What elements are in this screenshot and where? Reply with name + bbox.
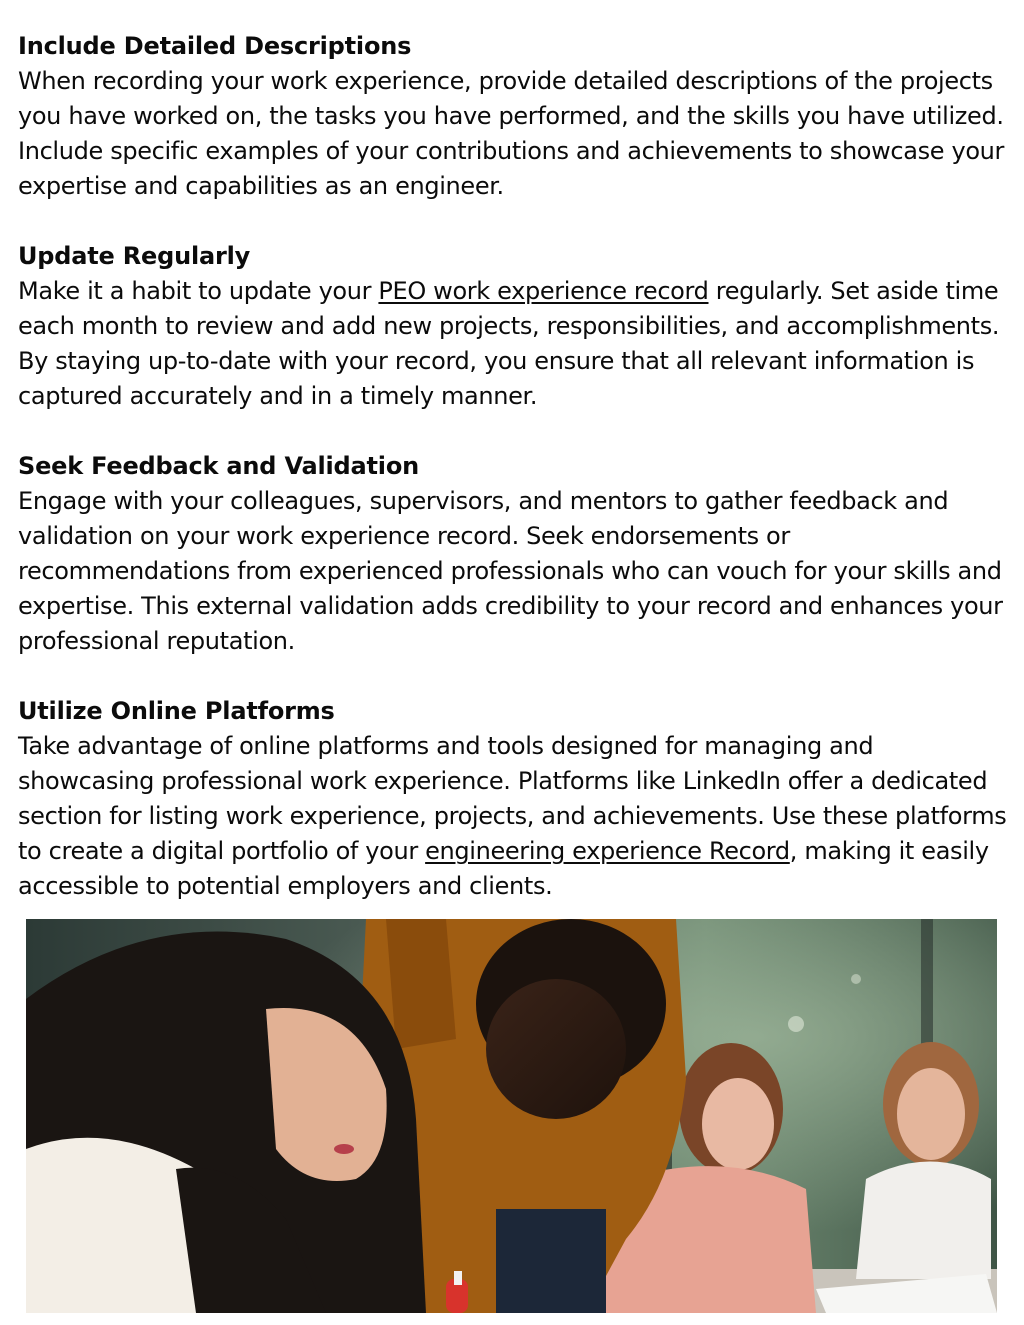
paragraph-text: , making it easily accessible to potential employers and clients. <box>18 837 989 900</box>
section-heading: Utilize Online Platforms <box>18 697 335 725</box>
section-paragraph <box>18 729 1008 904</box>
section-feedback-validation <box>18 449 1008 659</box>
section-paragraph: When recording your work experience, provide detailed descriptions of the projects you have worked on, the tasks you have performed, and the skills you have utilized. Include specific examples of your contributions and achievements to showcase your expertise and capabilities as an engineer. <box>18 67 1005 200</box>
section-paragraph <box>18 274 1008 414</box>
section-heading: Seek Feedback and Validation <box>18 452 420 480</box>
paragraph-text: Take advantage of online platforms and tools designed for managing and showcasing professional work experience. Platforms like LinkedIn offer a dedicated section for listing work experience, projects, and achievements. Use these platforms to create a digital portfolio of your <box>18 732 1007 865</box>
section-detailed-descriptions <box>18 29 1008 204</box>
section-paragraph: Engage with your colleagues, supervisors, and mentors to gather feedback and validation on your work experience record. Seek endorsements or recommendations from experienced professionals who can vouch for your skills and expertise. This external validation adds credibility to your record and enhances your professional reputation. <box>18 487 1003 655</box>
section-heading: Update Regularly <box>18 242 251 270</box>
photo-illustration <box>26 919 997 1313</box>
section-online-platforms <box>18 694 1008 904</box>
section-heading: Include Detailed Descriptions <box>18 32 412 60</box>
paragraph-text: Make it a habit to update your <box>18 277 379 305</box>
section-update-regularly <box>18 239 1008 414</box>
paragraph-text: regularly. Set aside time each month to review and add new projects, responsibilities, and accomplishments. By staying up-to-date with your record, you ensure that all relevant information is captured accurately and in a timely manner. <box>18 277 1000 410</box>
peo-record-link[interactable]: PEO work experience record <box>378 277 709 305</box>
students-studying-photo <box>26 919 997 1313</box>
document-body <box>18 29 1008 939</box>
engineering-record-link[interactable]: engineering experience Record <box>425 837 790 865</box>
